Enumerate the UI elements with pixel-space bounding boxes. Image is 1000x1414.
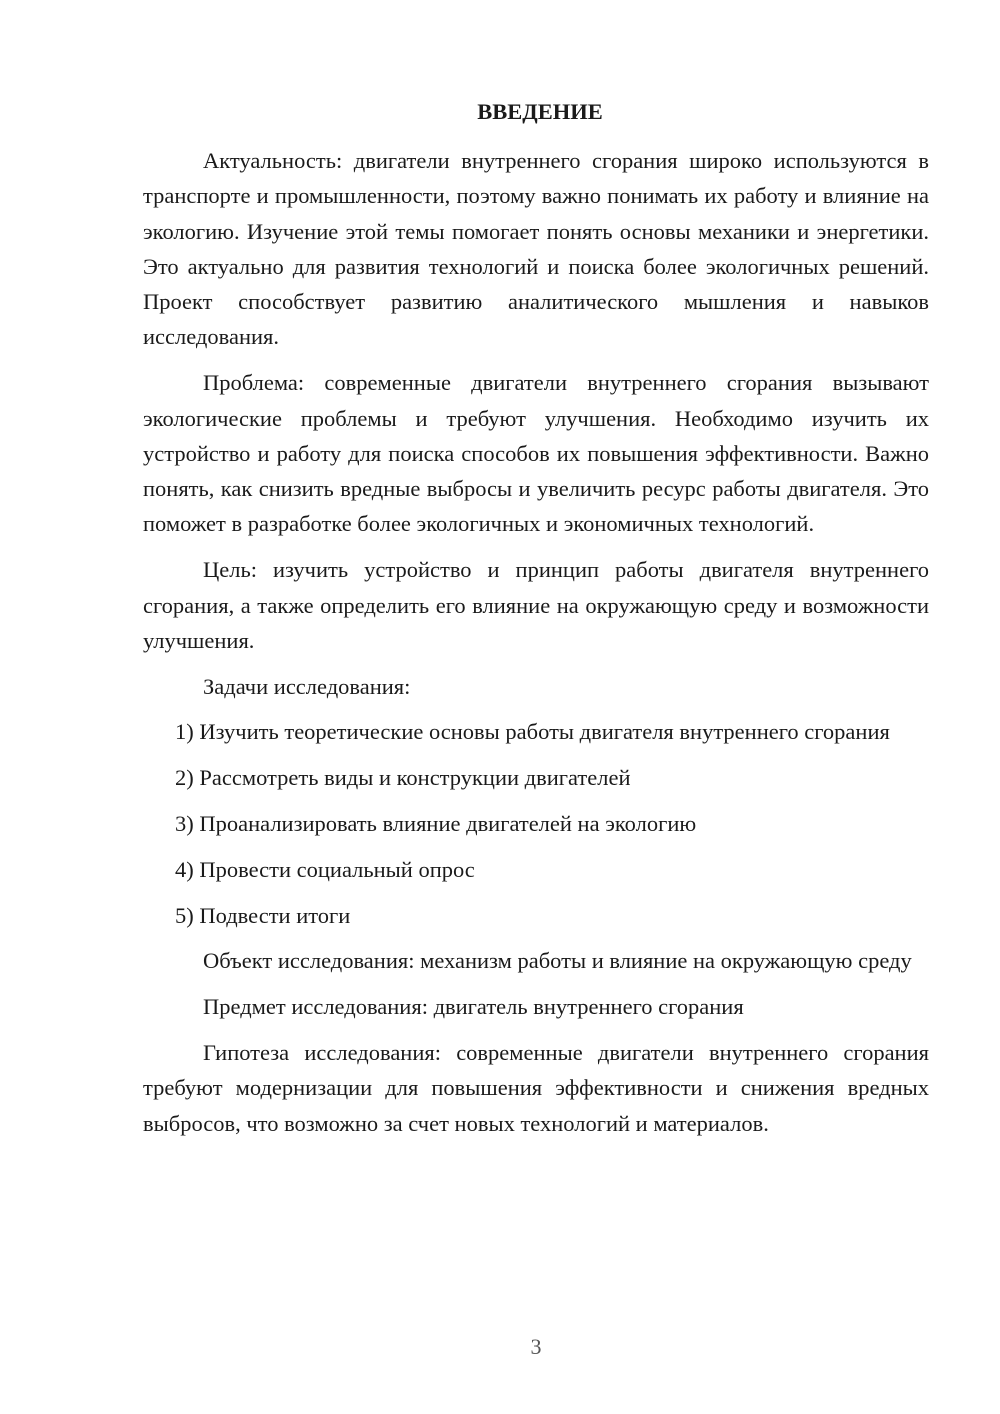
- task-item-5: 5) Подвести итоги: [175, 902, 351, 928]
- page-number: 3: [530, 1334, 542, 1359]
- goal-paragraph: Цель: изучить устройство и принцип работы двигателя внутреннего сгорания, а также определить его влияние на окружающую среду и возможности улучшения.: [143, 557, 929, 653]
- tasks-heading: Задачи исследования:: [203, 673, 411, 699]
- task-item-3: 3) Проанализировать влияние двигателей на экологию: [175, 811, 697, 837]
- task-item-2: 2) Рассмотреть виды и конструкции двигателей: [175, 765, 631, 791]
- object-paragraph: Объект исследования: механизм работы и влияние на окружающую среду: [203, 948, 912, 974]
- relevance-paragraph: Актуальность: двигатели внутреннего сгорания широко используются в транспорте и промышленности, поэтому важно понимать их работу и влияние на экологию. Изучение этой темы помогает понять основы механики и энергетики. Это актуально для развития технологий и поиска более экологичных решений. Проект способствует развитию аналитического мышления и навыков исследования.: [143, 148, 929, 350]
- task-item-4: 4) Провести социальный опрос: [175, 856, 475, 882]
- page-title: ВВЕДЕНИЕ: [477, 99, 603, 124]
- subject-paragraph: Предмет исследования: двигатель внутреннего сгорания: [203, 994, 744, 1020]
- problem-paragraph: Проблема: современные двигатели внутреннего сгорания вызывают экологические проблемы и требуют улучшения. Необходимо изучить их устройство и работу для поиска способов их повышения эффективности. Важно понять, как снизить вредные выбросы и увеличить ресурс работы двигателя. Это поможет в разработке более экологичных и экономичных технологий.: [143, 370, 929, 537]
- page-content: [143, 94, 929, 1151]
- hypothesis-paragraph: Гипотеза исследования: современные двигатели внутреннего сгорания требуют модернизации для повышения эффективности и снижения вредных выбросов, что возможно за счет новых технологий и материалов.: [143, 1040, 929, 1136]
- task-item-1: 1) Изучить теоретические основы работы двигателя внутреннего сгорания: [175, 719, 890, 745]
